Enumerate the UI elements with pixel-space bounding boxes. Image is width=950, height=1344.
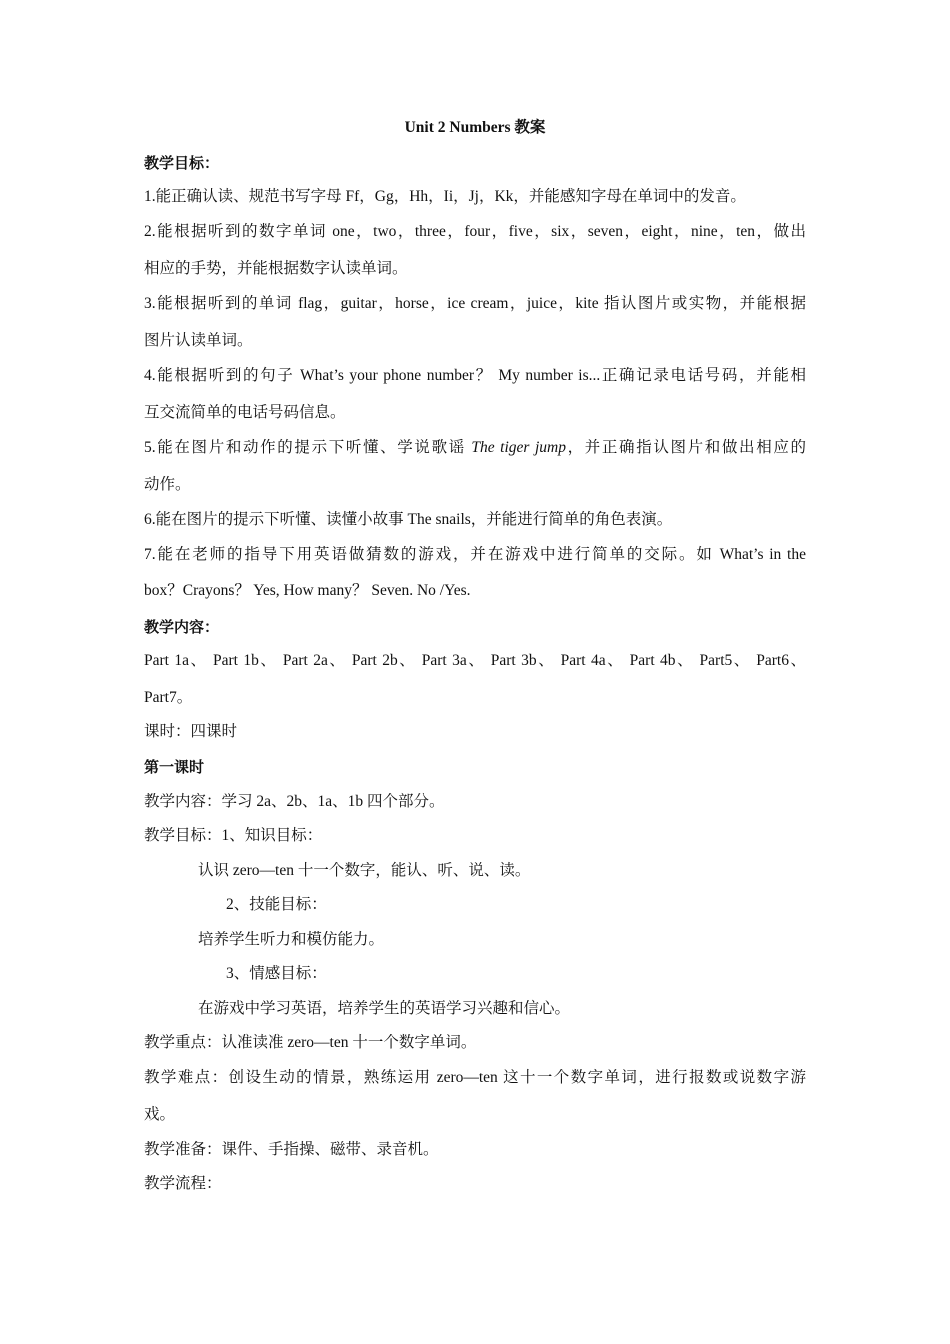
objective-7-line-2: box？Crayons？ Yes, How many？ Seven. No /Yes. [144, 582, 471, 599]
skill-objective: 培养学生听力和模仿能力。 [198, 931, 385, 948]
song-title: The tiger jump [471, 439, 566, 456]
teaching-preparation: 教学准备：课件、手指操、磁带、录音机。 [144, 1141, 439, 1158]
emotion-objective: 在游戏中学习英语，培养学生的英语学习兴趣和信心。 [198, 1000, 571, 1017]
objective-3-line-1: 3.能根据听到的单词 flag，guitar，horse，ice cream，juice，kite 指认图片或实物，并能根据 [144, 295, 806, 312]
difficult-points-line-2: 戏。 [144, 1106, 176, 1123]
document-title: Unit 2 Numbers 教案 [404, 119, 546, 136]
objective-5-suffix: ，并正确指认图片和做出相应的 [565, 439, 806, 456]
objective-7-line-1: 7.能在老师的指导下用英语做猜数的游戏，并在游戏中进行简单的交际。如 What’s in the [144, 546, 806, 563]
objective-3-line-2: 图片认读单词。 [144, 332, 253, 349]
objective-2-line-2: 相应的手势，并能根据数字认读单词。 [144, 260, 408, 277]
skill-objective-label: 2、技能目标： [226, 896, 327, 913]
objective-1: 1.能正确认读、规范书写字母 Ff，Gg，Hh，Ii，Jj，Kk，并能感知字母在单词中的发音。 [144, 188, 746, 205]
emotion-objective-label: 3、情感目标： [226, 965, 327, 982]
content-line-2: Part7。 [144, 689, 193, 706]
objective-2-line-1: 2.能根据听到的数字单词 one，two，three，four，five，six，seven，eight，nine，ten，做出 [144, 223, 806, 240]
objective-5-line-2: 动作。 [144, 476, 191, 493]
objective-4-line-2: 互交流简单的电话号码信息。 [144, 404, 346, 421]
lesson-1-heading: 第一课时 [144, 758, 205, 776]
objective-6: 6.能在图片的提示下听懂、读懂小故事 The snails，并能进行简单的角色表演。 [144, 511, 673, 528]
key-points: 教学重点：认准读准 zero—ten 十一个数字单词。 [144, 1034, 477, 1051]
teaching-flow: 教学流程： [144, 1175, 222, 1192]
objectives-heading: 教学目标： [144, 154, 220, 172]
lesson-1-objectives: 教学目标：1、知识目标： [144, 827, 323, 844]
class-periods: 课时：四课时 [144, 723, 238, 740]
content-line-1: Part 1a、 Part 1b、 Part 2a、 Part 2b、 Part 3a、 Part 3b、 Part 4a、 Part 4b、 Part5、 Part6、 [144, 652, 806, 669]
objective-5-prefix: 5.能在图片和动作的提示下听懂、学说歌谣 [144, 439, 472, 456]
lesson-1-content: 教学内容：学习 2a、2b、1a、1b 四个部分。 [144, 793, 445, 810]
content-heading: 教学内容： [144, 618, 220, 636]
knowledge-objective: 认识 zero—ten 十一个数字，能认、听、说、读。 [198, 862, 531, 879]
objective-5-line-1 [144, 437, 806, 459]
objective-4-line-1: 4.能根据听到的句子 What’s your phone number？ My number is...正确记录电话号码，并能相 [144, 367, 806, 384]
difficult-points-line-1: 教学难点：创设生动的情景，熟练运用 zero—ten 这十一个数字单词，进行报数或说数字游 [144, 1069, 806, 1086]
